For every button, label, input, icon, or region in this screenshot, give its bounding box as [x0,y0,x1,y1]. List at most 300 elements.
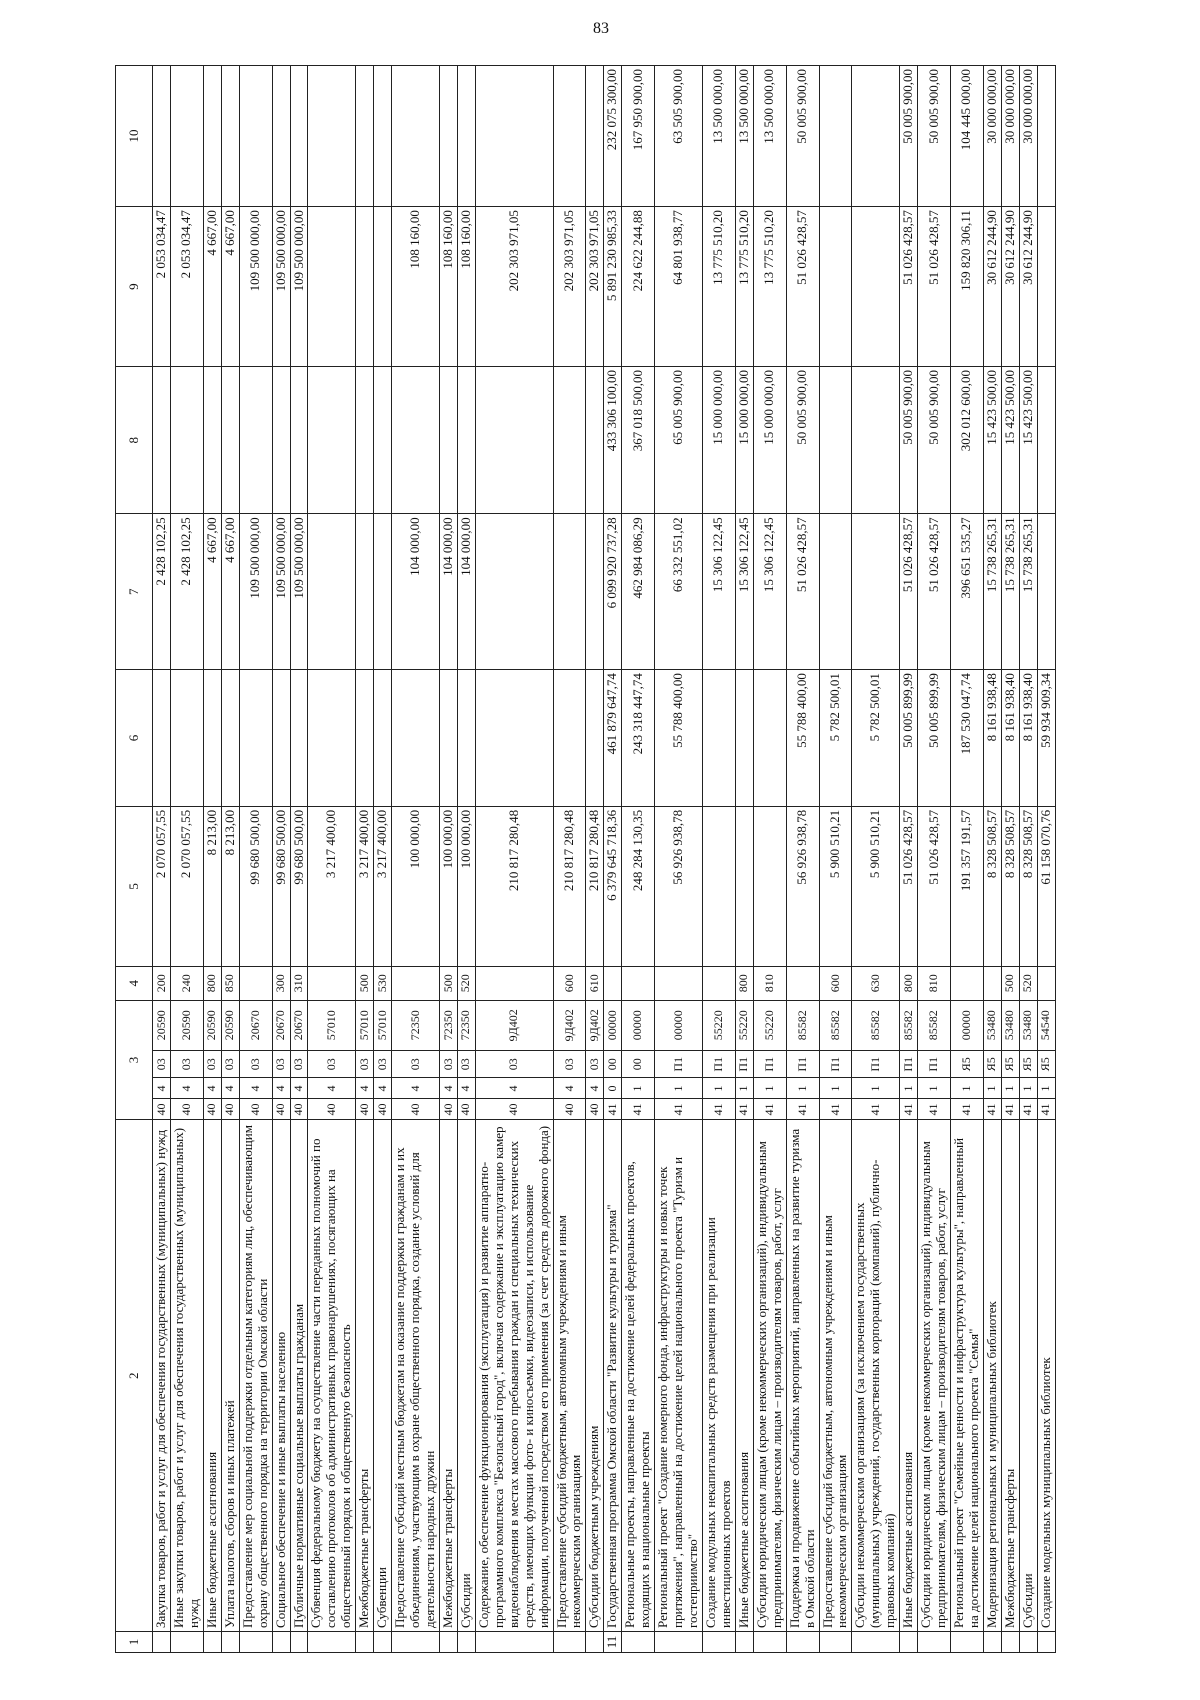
amount-cell: 109 500 000,00 [239,207,272,367]
direction-code-cell: 9Д402 [475,1000,553,1051]
program-code-cell: 41 [951,1099,984,1120]
amount-cell: 3 217 400,00 [374,806,392,966]
subprogram-code-cell: 1 [918,1078,951,1099]
amount-cell [374,670,392,807]
expense-type-cell: 850 [221,966,239,1000]
amount-cell [553,514,586,670]
amount-cell: 30 000 000,00 [1019,66,1037,207]
section-number-cell [374,1631,392,1652]
program-code-cell: 41 [604,1099,622,1120]
amount-cell [308,670,356,807]
amount-cell [392,367,440,514]
table-row [753,66,786,1653]
amount-cell: 63 505 900,00 [655,66,703,207]
section-number-cell [392,1631,440,1652]
project-code-cell: П1 [900,1051,918,1078]
amount-cell: 51 026 428,57 [786,514,819,670]
item-name-cell: Государственная программа Омской области "Развитие культуры и туризма" [604,1120,622,1631]
amount-cell: 202 303 971,05 [475,207,553,367]
expense-type-cell: 240 [170,966,203,1000]
amount-cell: 66 332 551,02 [655,514,703,670]
project-code-cell: 03 [439,1051,457,1078]
amount-cell [308,514,356,670]
section-number-cell [852,1631,900,1652]
section-number-cell [290,1631,308,1652]
amount-cell: 5 782 500,01 [852,670,900,807]
amount-cell: 8 213,00 [203,806,221,966]
item-name-cell: Создание модульных некапитальных средств размещения при реализации инвестиционных проектов [702,1120,735,1631]
item-name-cell: Субсидии [1019,1120,1037,1631]
amount-cell: 50 005 900,00 [900,367,918,514]
table-row [819,66,852,1653]
table-row [308,66,356,1653]
direction-code-cell: 20590 [203,1000,221,1051]
amount-cell: 13 500 000,00 [735,66,753,207]
amount-cell [439,367,457,514]
amount-cell: 202 303 971,05 [586,207,604,367]
amount-cell [203,670,221,807]
subprogram-code-cell: 1 [786,1078,819,1099]
program-code-cell: 40 [239,1099,272,1120]
subprogram-code-cell: 4 [392,1078,440,1099]
amount-cell [392,670,440,807]
project-code-cell: П1 [735,1051,753,1078]
amount-cell: 3 217 400,00 [356,806,374,966]
project-code-cell: 03 [392,1051,440,1078]
expense-type-cell [475,966,553,1000]
expense-type-cell: 500 [1001,966,1019,1000]
amount-cell: 100 000,00 [392,806,440,966]
expense-type-cell [1037,966,1055,1000]
amount-cell [753,670,786,807]
amount-cell: 100 000,00 [439,806,457,966]
amount-cell: 13 775 510,20 [735,207,753,367]
table-row [604,66,622,1653]
item-name-cell: Иные бюджетные ассигнования [203,1120,221,1631]
amount-cell: 15 423 500,00 [1019,367,1037,514]
amount-cell: 50 005 900,00 [786,66,819,207]
item-name-cell: Субвенции [374,1120,392,1631]
expense-type-cell: 800 [203,966,221,1000]
direction-code-cell: 53480 [983,1000,1001,1051]
subprogram-code-cell: 1 [702,1078,735,1099]
program-code-cell: 40 [374,1099,392,1120]
project-code-cell: 03 [203,1051,221,1078]
amount-cell [475,367,553,514]
project-code-cell: П1 [918,1051,951,1078]
amount-cell [392,66,440,207]
column-header: 3 [116,1000,153,1120]
direction-code-cell: 72350 [392,1000,440,1051]
amount-cell [356,670,374,807]
expense-type-cell: 600 [819,966,852,1000]
table-row [203,66,221,1653]
column-header: 6 [116,670,153,807]
amount-cell [308,66,356,207]
amount-cell [819,367,852,514]
amount-cell [374,207,392,367]
amount-cell: 13 775 510,20 [753,207,786,367]
amount-cell [153,367,171,514]
table-row [439,66,457,1653]
amount-cell: 51 026 428,57 [918,806,951,966]
project-code-cell: 00 [604,1051,622,1078]
subprogram-code-cell: 4 [356,1078,374,1099]
amount-cell: 2 428 102,25 [170,514,203,670]
project-code-cell: П1 [786,1051,819,1078]
subprogram-code-cell: 4 [374,1078,392,1099]
amount-cell: 104 000,00 [392,514,440,670]
amount-cell [819,66,852,207]
program-code-cell: 41 [819,1099,852,1120]
amount-cell [1037,514,1055,670]
amount-cell: 6 379 645 718,36 [604,806,622,966]
amount-cell: 64 801 938,77 [655,207,703,367]
amount-cell [852,514,900,670]
direction-code-cell: 85582 [918,1000,951,1051]
subprogram-code-cell: 0 [604,1078,622,1099]
section-number-cell [439,1631,457,1652]
amount-cell: 224 622 244,88 [622,207,655,367]
program-code-cell: 41 [1019,1099,1037,1120]
amount-cell [272,670,290,807]
project-code-cell: П1 [753,1051,786,1078]
subprogram-code-cell: 1 [1001,1078,1019,1099]
subprogram-code-cell: 1 [622,1078,655,1099]
direction-code-cell: 57010 [308,1000,356,1051]
amount-cell: 4 667,00 [221,207,239,367]
column-header: 1 [116,1631,153,1652]
subprogram-code-cell: 4 [239,1078,272,1099]
item-name-cell: Иные закупки товаров, работ и услуг для обеспечения государственных (муниципальных) нужд [170,1120,203,1631]
direction-code-cell: 20670 [290,1000,308,1051]
table-row [553,66,586,1653]
amount-cell: 99 680 500,00 [239,806,272,966]
amount-cell: 396 651 535,27 [951,514,984,670]
amount-cell: 65 005 900,00 [655,367,703,514]
amount-cell: 50 005 899,99 [918,670,951,807]
expense-type-cell [983,966,1001,1000]
project-code-cell: П1 [819,1051,852,1078]
amount-cell: 8 328 508,57 [983,806,1001,966]
amount-cell: 30 000 000,00 [983,66,1001,207]
item-name-cell: Субсидии юридическим лицам (кроме некоммерческих организаций), индивидуальным предпринимателям, физическим лицам – производителям товаров, работ, услуг [753,1120,786,1631]
amount-cell: 3 217 400,00 [308,806,356,966]
amount-cell: 30 612 244,90 [1019,207,1037,367]
column-header: 10 [116,66,153,207]
table-row [702,66,735,1653]
expense-type-cell [604,966,622,1000]
amount-cell [475,670,553,807]
amount-cell: 108 160,00 [439,207,457,367]
subprogram-code-cell: 4 [475,1078,553,1099]
program-code-cell: 40 [457,1099,475,1120]
direction-code-cell: 55220 [735,1000,753,1051]
amount-cell [439,670,457,807]
table-row [1037,66,1055,1653]
program-code-cell: 40 [153,1099,171,1120]
program-code-cell: 41 [1037,1099,1055,1120]
expense-type-cell [622,966,655,1000]
amount-cell: 202 303 971,05 [553,207,586,367]
program-code-cell: 40 [290,1099,308,1120]
amount-cell [1037,367,1055,514]
amount-cell [374,514,392,670]
amount-cell [308,207,356,367]
amount-cell [586,66,604,207]
direction-code-cell: 20590 [153,1000,171,1051]
amount-cell: 109 500 000,00 [239,514,272,670]
amount-cell: 243 318 447,74 [622,670,655,807]
direction-code-cell: 85582 [819,1000,852,1051]
amount-cell: 55 788 400,00 [655,670,703,807]
expense-type-cell: 800 [735,966,753,1000]
direction-code-cell: 00000 [622,1000,655,1051]
program-code-cell: 41 [900,1099,918,1120]
amount-cell [586,367,604,514]
project-code-cell: 03 [153,1051,171,1078]
expense-type-cell [655,966,703,1000]
program-code-cell: 40 [392,1099,440,1120]
subprogram-code-cell: 1 [819,1078,852,1099]
section-number-cell [170,1631,203,1652]
expense-type-cell: 520 [1019,966,1037,1000]
item-name-cell: Предоставление субсидий местным бюджетам на оказание поддержки гражданам и их объединениям, участвующим в охране общественного порядка, создание условий для деятельности народных дружин [392,1120,440,1631]
section-number-cell [1037,1631,1055,1652]
program-code-cell: 41 [1001,1099,1019,1120]
item-name-cell: Предоставление субсидий бюджетным, автономным учреждениям и иным некоммерческим организациям [819,1120,852,1631]
item-name-cell: Региональный проект "Семейные ценности и инфраструктура культуры", направленный на достижение целей национального проекта "Семья" [951,1120,984,1631]
direction-code-cell: 72350 [457,1000,475,1051]
amount-cell: 59 934 909,34 [1037,670,1055,807]
amount-cell: 167 950 900,00 [622,66,655,207]
amount-cell [356,66,374,207]
table-row [153,66,171,1653]
section-number-cell [702,1631,735,1652]
subprogram-code-cell: 4 [457,1078,475,1099]
program-code-cell: 40 [356,1099,374,1120]
amount-cell: 104 445 000,00 [951,66,984,207]
expense-type-cell: 500 [439,966,457,1000]
program-code-cell: 40 [203,1099,221,1120]
direction-code-cell: 85582 [786,1000,819,1051]
item-name-cell: Предоставление субсидий бюджетным, автономным учреждениям и иным некоммерческим организациям [553,1120,586,1631]
amount-cell: 8 328 508,57 [1019,806,1037,966]
item-name-cell: Иные бюджетные ассигнования [900,1120,918,1631]
item-name-cell: Межбюджетные трансферты [439,1120,457,1631]
subprogram-code-cell: 1 [951,1078,984,1099]
expense-type-cell: 300 [272,966,290,1000]
project-code-cell: 03 [290,1051,308,1078]
subprogram-code-cell: 4 [308,1078,356,1099]
project-code-cell: Я5 [1019,1051,1037,1078]
expense-type-cell [951,966,984,1000]
amount-cell [702,670,735,807]
amount-cell: 5 891 230 985,33 [604,207,622,367]
item-name-cell: Иные бюджетные ассигнования [735,1120,753,1631]
amount-cell: 13 500 000,00 [702,66,735,207]
table-row [239,66,272,1653]
direction-code-cell: 00000 [951,1000,984,1051]
section-number-cell [951,1631,984,1652]
amount-cell: 15 738 265,31 [1019,514,1037,670]
amount-cell: 15 306 122,45 [702,514,735,670]
project-code-cell: П1 [702,1051,735,1078]
amount-cell: 51 026 428,57 [786,207,819,367]
section-number-cell [1019,1631,1037,1652]
section-number-cell [553,1631,586,1652]
project-code-cell: 03 [170,1051,203,1078]
amount-cell: 15 000 000,00 [735,367,753,514]
program-code-cell: 40 [475,1099,553,1120]
direction-code-cell: 20590 [170,1000,203,1051]
table-row [374,66,392,1653]
item-name-cell: Региональные проекты, направленные на достижение целей федеральных проектов, входящих в национальные проекты [622,1120,655,1631]
subprogram-code-cell: 1 [1019,1078,1037,1099]
amount-cell [819,207,852,367]
amount-cell: 30 612 244,90 [1001,207,1019,367]
amount-cell [308,367,356,514]
subprogram-code-cell: 4 [203,1078,221,1099]
table-row [392,66,440,1653]
item-name-cell: Субсидии некоммерческим организациям (за исключением государственных (муниципальных) учреждений, государственных корпораций (компаний), публично-правовых компаний) [852,1120,900,1631]
direction-code-cell: 55220 [702,1000,735,1051]
project-code-cell: 03 [356,1051,374,1078]
direction-code-cell: 20670 [272,1000,290,1051]
subprogram-code-cell: 1 [900,1078,918,1099]
amount-cell: 50 005 900,00 [918,66,951,207]
program-code-cell: 41 [735,1099,753,1120]
program-code-cell: 41 [622,1099,655,1120]
section-number-cell [239,1631,272,1652]
amount-cell [1037,207,1055,367]
item-name-cell: Межбюджетные трансферты [356,1120,374,1631]
direction-code-cell: 54540 [1037,1000,1055,1051]
project-code-cell: 03 [272,1051,290,1078]
project-code-cell: 03 [374,1051,392,1078]
section-number-cell [786,1631,819,1652]
column-header: 2 [116,1120,153,1631]
amount-cell: 51 026 428,57 [918,514,951,670]
item-name-cell: Социальное обеспечение и иные выплаты населению [272,1120,290,1631]
program-code-cell: 40 [553,1099,586,1120]
expense-type-cell: 610 [586,966,604,1000]
amount-cell: 433 306 100,00 [604,367,622,514]
program-code-cell: 40 [170,1099,203,1120]
amount-cell: 51 026 428,57 [900,514,918,670]
amount-cell: 15 738 265,31 [1001,514,1019,670]
amount-cell: 4 667,00 [221,514,239,670]
subprogram-code-cell: 1 [655,1078,703,1099]
section-number-cell [586,1631,604,1652]
amount-cell [852,207,900,367]
table-row [1019,66,1037,1653]
direction-code-cell: 55220 [753,1000,786,1051]
table-row [951,66,984,1653]
project-code-cell: 03 [221,1051,239,1078]
expense-type-cell: 200 [153,966,171,1000]
program-code-cell: 41 [918,1099,951,1120]
column-header: 7 [116,514,153,670]
project-code-cell: 03 [457,1051,475,1078]
section-number-cell [622,1631,655,1652]
program-code-cell: 40 [308,1099,356,1120]
amount-cell: 462 984 086,29 [622,514,655,670]
amount-cell: 159 820 306,11 [951,207,984,367]
project-code-cell: П1 [852,1051,900,1078]
section-number-cell [655,1631,703,1652]
section-number-cell [475,1631,553,1652]
amount-cell: 56 926 938,78 [655,806,703,966]
amount-cell: 232 075 300,00 [604,66,622,207]
section-number-cell [918,1631,951,1652]
amount-cell: 109 500 000,00 [272,514,290,670]
item-name-cell: Закупка товаров, работ и услуг для обеспечения государственных (муниципальных) нужд [153,1120,171,1631]
amount-cell [1037,66,1055,207]
amount-cell: 61 158 070,76 [1037,806,1055,966]
section-number-cell [457,1631,475,1652]
amount-cell [239,66,272,207]
amount-cell: 248 284 130,35 [622,806,655,966]
amount-cell [735,806,753,966]
section-number-cell [735,1631,753,1652]
program-code-cell: 41 [786,1099,819,1120]
amount-cell [203,66,221,207]
amount-cell [753,806,786,966]
amount-cell: 50 005 900,00 [918,367,951,514]
expense-type-cell: 530 [374,966,392,1000]
amount-cell [475,514,553,670]
item-name-cell: Региональный проект "Создание номерного фонда, инфраструктуры и новых точек притяжения", направленный на достижение целей национального проекта "Туризм и гостеприимство" [655,1120,703,1631]
item-name-cell: Субсидии юридическим лицам (кроме некоммерческих организаций), индивидуальным предпринимателям, физическим лицам – производителям товаров, работ, услуг [918,1120,951,1631]
amount-cell [457,66,475,207]
amount-cell [586,670,604,807]
amount-cell [221,367,239,514]
amount-cell: 50 005 900,00 [900,66,918,207]
section-number-cell [221,1631,239,1652]
expense-type-cell: 800 [900,966,918,1000]
item-name-cell: Субсидии бюджетным учреждениям [586,1120,604,1631]
program-code-cell: 40 [439,1099,457,1120]
project-code-cell: 03 [553,1051,586,1078]
section-number-cell [272,1631,290,1652]
amount-cell [475,66,553,207]
amount-cell [272,367,290,514]
expense-type-cell: 630 [852,966,900,1000]
direction-code-cell: 85582 [900,1000,918,1051]
amount-cell [356,514,374,670]
item-name-cell: Предоставление мер социальной поддержки отдельным категориям лиц, обеспечивающим охрану общественного порядка на территории Омской области [239,1120,272,1631]
expense-type-cell [308,966,356,1000]
table-row [852,66,900,1653]
amount-cell [290,66,308,207]
amount-cell [586,514,604,670]
amount-cell: 187 530 047,74 [951,670,984,807]
item-name-cell: Публичные нормативные социальные выплаты гражданам [290,1120,308,1631]
table-row [900,66,918,1653]
amount-cell: 191 357 191,57 [951,806,984,966]
table-row [170,66,203,1653]
amount-cell: 5 782 500,01 [819,670,852,807]
expense-type-cell: 500 [356,966,374,1000]
amount-cell [553,367,586,514]
amount-cell [272,66,290,207]
subprogram-code-cell: 4 [170,1078,203,1099]
amount-cell: 210 817 280,48 [553,806,586,966]
table-row [655,66,703,1653]
amount-cell [239,670,272,807]
section-number-cell [356,1631,374,1652]
